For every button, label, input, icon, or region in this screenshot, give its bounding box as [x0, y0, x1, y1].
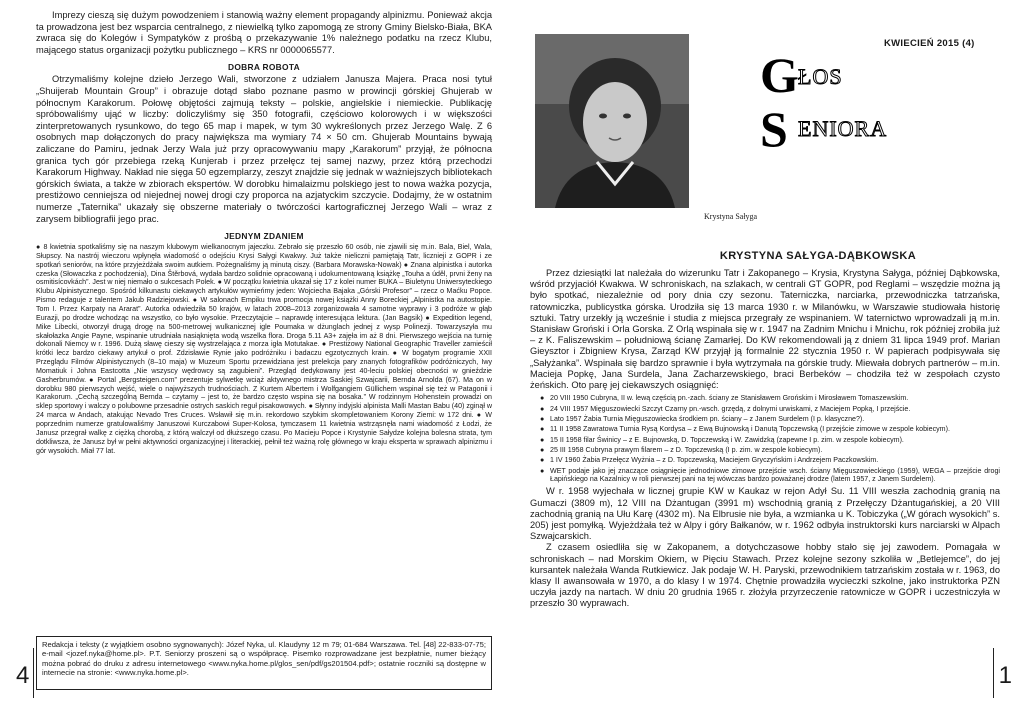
article-paragraph-3: Z czasem osiedliła się w Zakopanem, a dotychczasowe hobby stało się jej zawodem. Pomagała w schroniskach – nad Morskim Okiem, w Pięciu Stawach. Przez kolejne sezony szkoliła w „Betlejemce”, do jej kursantek należała Wanda Rutkiewicz. Jak podaje W. H. Paryski, przewodnikiem tatrzańskim została w r. 1963, do klasy II awansowała w 1970, a do klasy I w 1974. Chętnie prowadziła wycieczki szkolne, jako instruktorka PZN uczyła jazdy na nartach. W dniu 20 grudnia 1965 r. złożyła przyrzeczenie ratownicze w GOPR i uczestniczyła w przeszło 30 wyprawach.: [530, 542, 1000, 609]
jednym-zdaniem-paragraph: ● 8 kwietnia spotkaliśmy się na naszym klubowym wielkanocnym jajeczku. Zebrało się przeszło 60 osób, nie zjawili się m.in. Bala, Biel, Wala, Słupscy. Na nastrój wieczoru wpłynęła wiadomość o odejściu Krysi Sałygi Kwakwy. Już także nieliczni pamiętają Tatr, licznieji z GOPR i ze spotkań seniorów, na które przyjeżdżała swoim autkiem. Pożegnaliśmy ją minutą ciszy. (Barbara Morawska-Nowak) ● Znana alpinistka i autorka czeska (Słowaczka z pochodzenia), Dina Štěrbová, wydała bardzo solidnie opracowaną i udokumentowaną książkę „Touha a úděl, prvni ženy na osmitisícovkách”. Jest w niej niemało o sukcesach Polek. ● W początku kwietnia ukazał się 17 z kolei numer BUKA – Biuletynu Uniwersyteckiego Klubu Alpinistycznego. Spośród kilkunastu ciekawych artykułów wymieńmy jeden: Wojciecha Bajaka „Górski Profesor” – rzecz o Maćku Popce. Pismo redaguje z talentem Jakub Radziejowski. ● W salonach Empiku trwa promocja nowej książki Anny Boreckiej „Alpinistka na autostopie. Tom I. Przez Karpaty na Ararat”. Autorka odwiedziła 50 krajów, w latach 2008–2013 zorganizowała 4 samotne wyprawy i 3 podróże w głąb Eurazji, po drodze wchodząc na wszystko, co było wysokie. Przeczytajcie – naprawdę interesująca lektura. (Jan Bagsik) ● Expedition legend, Mike Libecki, otworzył drugą drogę na 500-metrowej wulkanicznej igle Poumaka w dżunglach jednej z wysp Polinezji. Towarzyszyła mu skałołazka Angie Payne, wspinanie utrudniała nasiąknięta wodą wszelka flora. Droga 5.11 A3+ zajęła im aż 8 dni. Pierwszego wejścia na turnię dokonali Niemcy w r. 1996. Dużą sławę cieszy się wystrzelająca z morza igła Motutakae. ● Prestiżowy National Geographic Traveller zamieścił krótki lecz bardzo ciekawy artykuł o prof. Zdzisławie Rynie jako podróżniku i badaczu egzotycznych krain. ● W bogatym programie XXII Przeglądu Filmów Alpinistycznych (8–10 maja) w Muzeum Sportu przewidziana jest prelekcja pary znanych fotografików podróżniczych, Iwy Momatiuk i Johna Eastcotta „Nie wszyscy wędrowcy są zagubieni”. Przegląd dedykowany jest 40-leciu polskiej obecności w gnieździe Gasherbrumów. ● Portal „Bergsteigen.com” prezentuje sylwetkę wciąż aktywnego mistrza Saskiej Szwajcarii, Bernda Arnolda (67). Ma on w dorobku 980 pierwszych wejść, wiele o najwyższych trudnościach. Z Kurtem Albertem i Wolfgangiem Güllichem wspinał się też w Patagonii i Karakorum. „Cechą szczególną Bernda – czytamy – jest to, że bardzo często wspina się na bosaka.” W rodzinnym Hohenstein prowadzi on sklep sportowy i walczy o polubowne przesadnie ostrych saskich reguł pisakowowych. ● Słynny indyjski alpinista Malli Mastan Babu (40) zginął w 24 marca w Andach, atakując Nevado Tres Cruces. Wsławił się m.in. rekordowo szybkim skompletowaniem Korony Ziemi: w 172 dni. ● W poprzednim numerze gratulowaliśmy Januszowi Kurczabowi Super-Kolosa, tymczasem 11 kwietnia wstrząsnęła nami wiadomość z Łodzi, że Janusz przegrał walkę z ciężką chorobą, z którą walczył od dłuższego czasu. Po Macieju Popce i Krystynie Sałydze kolejna bolesna strata, tym dotkliwsza, że Janusz był w pełni aktywności organizacyjnej i literackiej, pełnił też ważną rolę głównego w kraju eksperta w sprawach alpinizmu i gór wysokich. Miał 77 lat.: [36, 243, 492, 455]
masthead-logo: [760, 47, 1000, 160]
article-paragraph-2: W r. 1958 wyjechała w licznej grupie KW w Kaukaz w rejon Adył Su. 11 VIII weszła zachodnią granią na Gumaczi (3809 m), 12 VIII na Dżantugan (3991 m) wschodnią granią z Przełęczy Dżantugańskiej, a 20 VIII zachodnią granią na Ułu Karę (4302 m). Na Elbrusie nie była, a wzmianka u K. Tobiczyka („W górach wysokich” s. 205) jest pomyłką. Wyjeżdżała też w Alpy i góry Bałkanów, w r. 1962 odbyła instruktorski kurs narciarski w Alpach Szwajcarskich.: [530, 486, 1000, 542]
left-column: [36, 10, 492, 455]
list-item: ● 25 III 1958 Cubryna prawym filarem – z D. Topczewską (I p. zim. w zespole kobiecym).: [540, 445, 823, 454]
masthead-s-letter: S: [760, 101, 788, 157]
right-page: [512, 0, 1024, 724]
intro-paragraph: Imprezy cieszą się dużym powodzeniem i stanowią ważny element propagandy alpinizmu. Ponieważ akcja ta prowadzona jest bez wsparcia centralnego, z niewielką tylko zapomogą ze strony Gminy Bielsko-Biała, BKA zwraca się do Kolegów i Sympatyków z prośbą o przekazywanie 1% należnego podatku na rzecz Klubu, mającego status organizacji pożytku publicznego – KRS nr 0000065577.: [36, 10, 492, 55]
section-heading-dobra-robota: DOBRA ROBOTA: [228, 62, 300, 73]
masthead-g-letter: G: [760, 47, 799, 103]
masthead-line-2: ENIORA: [798, 116, 888, 141]
list-item: ● 1 IV 1960 Żabia Przełęcz Wyżnia – z D. Topczewską, Maciejem Gryczyńskim i Andrzejem Paczkowskim.: [540, 456, 879, 465]
article-title: KRYSTYNA SAŁYGA-DĄBKOWSKA: [719, 250, 917, 262]
dobra-robota-paragraph: Otrzymaliśmy kolejne dzieło Jerzego Wali, stworzone z udziałem Janusza Majera. Praca nosi tytuł „Shuijerab Mountain Group” i obrazuje dotąd słabo poznane pasmo w prowincji górskiej Ghujerab w północnym Karakorum. Połowę objętości zajmują teksty – polskie, angielskie i niemieckie. Publikację spróbowaliśmy ująć w liczby: doliczyliśmy się 350 fotografii, częściowo kolorowych i w większości zinterpretowanych rysunkowo, do tego 65 map i mapek, w tym 30 wykreślonych przez Jerzego Walę. Z 6 osobnych map dołączonych do pracy największa ma wymiary 74 × 50 cm. Ghujerab Mountains bywają zaliczane do Pamiru, jednak Jerzy Wala już przy opracowywaniu mapy „Karakorum” przyjął, że północna granica tych gór przebiega rzeką Kunjerab i przez przełęcz tej samej nazwy, przez którą przechodzi Karakorum Highway. Nakład nie sięga 50 egzemplarzy, zeszyt znajdzie się jednak w ważniejszych bibliotekach górskich świata, a także w zbiorach ekspertów. W dorobku himalaizmu polskiego jest to nowa ważka pozycja, prestiżowo cenniejsza od niejednej nowej drogi czy proporca na azjatyckim szczycie. Dodajmy, że w ostatnim numerze „Taternika” ukazały się obszerne materiały o twórczości kartograficznej Jerzego Wali – wraz z zarysem bibliografii jego prac.: [36, 74, 492, 224]
list-item: ● Lato 1957 Żabia Turnia Mięguszowiecka środkiem pn. ściany – z Janem Surdelem (I p. klasyczne?).: [540, 414, 865, 423]
imprint-box: [36, 636, 492, 690]
right-column: [530, 268, 1000, 610]
issue-label: KWIECIEŃ 2015 (4): [884, 38, 975, 49]
page-number-rule: [993, 648, 994, 698]
imprint-text: Redakcja i teksty (z wyjątkiem osobno sygnowanych): Józef Nyka, ul. Klaudyny 12 m 79; 01-684 Warszawa. Tel. [48] 22-833-07-75; e-mail <jozef.nyka@home.pl>. P.T. Seniorzy proszeni są o współpracę. Pisemko rozprowadzane jest bezpłatnie, numer bieżący można pobrać do druku z adresu internetowego <www.nyka.home.pl/glos_sen/pdf/gs201504.pdf>; ostatnie roczniki są dostępne w internecie na stronie: <www.nyka.home.pl>.: [42, 640, 486, 678]
page-number-right: 1: [998, 662, 1012, 689]
section-heading-jednym-zdaniem: JEDNYM ZDANIEM: [224, 231, 304, 242]
page-number-rule: [33, 648, 34, 698]
achievements-list: [540, 394, 1000, 484]
page-number-left: 4: [16, 662, 30, 689]
list-item: ● WET podaje jako jej znaczące osiągnięcie jednodniowe zimowe przejście wsch. ściany Mięguszowieckiego (1959), WEGA – przejście drogi Łapińskiego na Kazalnicy w roli pierwszej pani na tej wówczas bardzo poważanej drodze (latem 1957, z Janem Surdelem).: [540, 466, 1000, 484]
list-item: ● 11 II 1958 Zawratowa Turnia Rysą Kordysa – z Ewą Bujnowską i Danutą Topczewską (I przejście zimowe w zespole kobiecym).: [540, 425, 950, 434]
masthead-line-1: ŁOS: [798, 64, 843, 89]
list-item: ● 20 VIII 1950 Cubryna, II w. lewą częścią pn.-zach. ściany ze Stanisławem Grońskim i Mirosławem Tomaszewskim.: [540, 394, 909, 403]
photo-caption: Krystyna Sałyga: [704, 212, 758, 221]
article-paragraph-1: Przez dziesiątki lat należała do wizerunku Tatr i Zakopanego – Krysia, Krystyna Sałyga, później Dąbkowska, wśród przyjaciół Kwakwa. W schroniskach, na szlakach, w centrali GT GOPR, pod Reglami – wszędzie można ją było spotkać, niezależnie od pory dnia czy sezonu. Taterniczka, narciarka, przewodniczka tatrzańska, ratowniczka, publicystka górska. Urodziła się 13 marca 1930 r. w Milanówku, w Warszawie studiowała historię sztuki. Tatry urzekły ją wcześnie i studia z miejsca przegrały ze wspinaniem. W taternictwo wprowadzali ją m.in. Stanisław Groński i Orla Gorska. Z Orlą wspinała się w r. 1947 na Zadnim Mnichu i Mnichu, rok później zrobiła już – z K. Faliszewskim – południową ścianę Zamarłej. Do KW rekomendowali ją z dniem 31 lipca 1949 prof. Marian Gieysztor i Zbigniew Krysa, Zarząd KW przyjął ją formalnie 22 stycznia 1950 r. W papierach podpisywała się „Sałyżanka”. Wspinała się bardzo sprawnie i była wytrzymała na górskie trudy. Miewała dobrych partnerów – m.in. Macieja Popkę, Jana Surdela, Jana Zacharzewskiego, braci Berbeków – chodziła też w zespołach czysto żeńskich. Oto parę jej ciekawszych osiągnięć:: [530, 268, 1000, 391]
list-item: ● 24 VIII 1957 Mięguszowiecki Szczyt Czarny pn.-wsch. grzędą, z dolnymi urwiskami, z Maciejem Popką, I przejście.: [540, 404, 911, 413]
portrait-image: [535, 34, 689, 208]
list-item: ● 15 II 1958 filar Świnicy – z E. Bujnowską, D. Topczewską i W. Zawidzką (zapewne I p. zim. w zespole kobiecym).: [540, 435, 904, 444]
portrait-photo: [535, 34, 689, 208]
